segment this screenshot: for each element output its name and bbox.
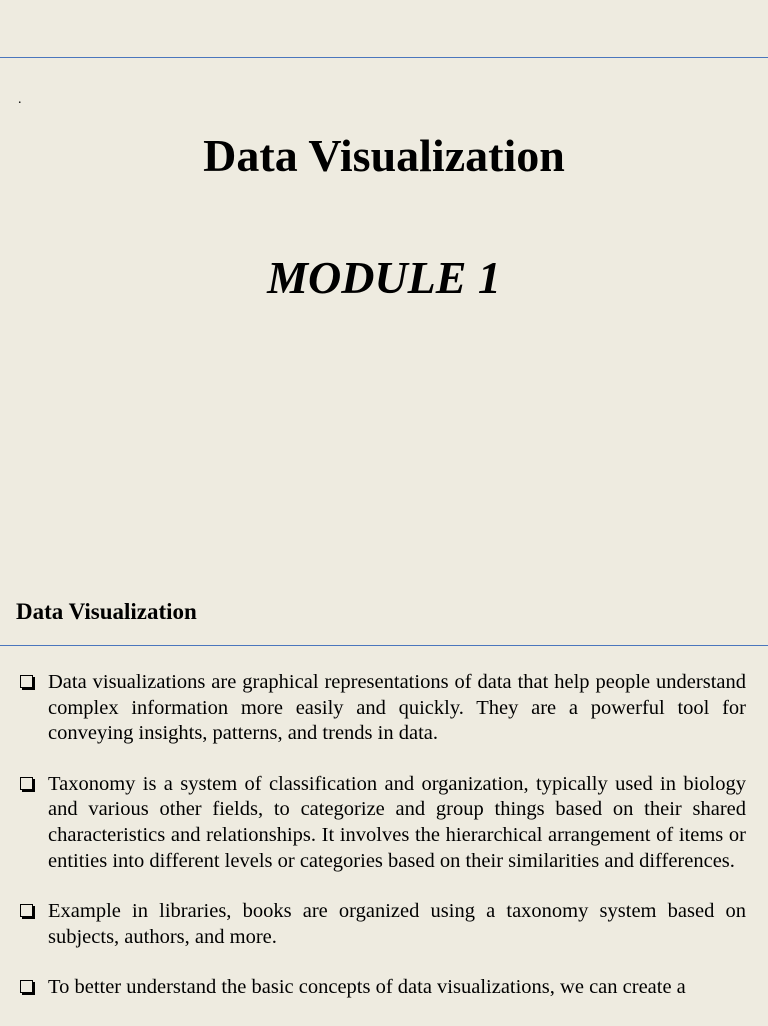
bullet-list <box>18 670 746 1026</box>
slide-marker: . <box>18 92 22 107</box>
checkbox-bullet-icon <box>20 904 33 917</box>
module-title: MODULE 1 <box>267 252 501 303</box>
list-item <box>18 772 746 874</box>
bullet-text: Taxonomy is a system of classification and organization, typically used in biology and various other fields, to categorize and group things based on their shared characteristics and relationships. It involves the hierarchical arrangement of items or entities into different levels or categories based on their similarities and differences. <box>48 772 746 872</box>
bullet-text: To better understand the basic concepts of data visualizations, we can create a <box>48 976 686 999</box>
list-item <box>18 670 746 747</box>
checkbox-bullet-icon <box>20 675 33 688</box>
checkbox-bullet-icon <box>20 777 33 790</box>
slide-title: Data Visualization <box>203 130 565 181</box>
list-item <box>18 899 746 950</box>
checkbox-bullet-icon <box>20 980 33 993</box>
bullet-text: Example in libraries, books are organized using a taxonomy system based on subjects, authors, and more. <box>48 900 746 948</box>
section-heading: Data Visualization <box>16 599 197 624</box>
section-divider-line <box>0 645 768 646</box>
bullet-text: Data visualizations are graphical representations of data that help people understand complex information more easily and quickly. They are a powerful tool for conveying insights, patterns, and trends in data. <box>48 671 746 745</box>
top-divider-line <box>0 57 768 58</box>
list-item <box>18 975 746 1001</box>
